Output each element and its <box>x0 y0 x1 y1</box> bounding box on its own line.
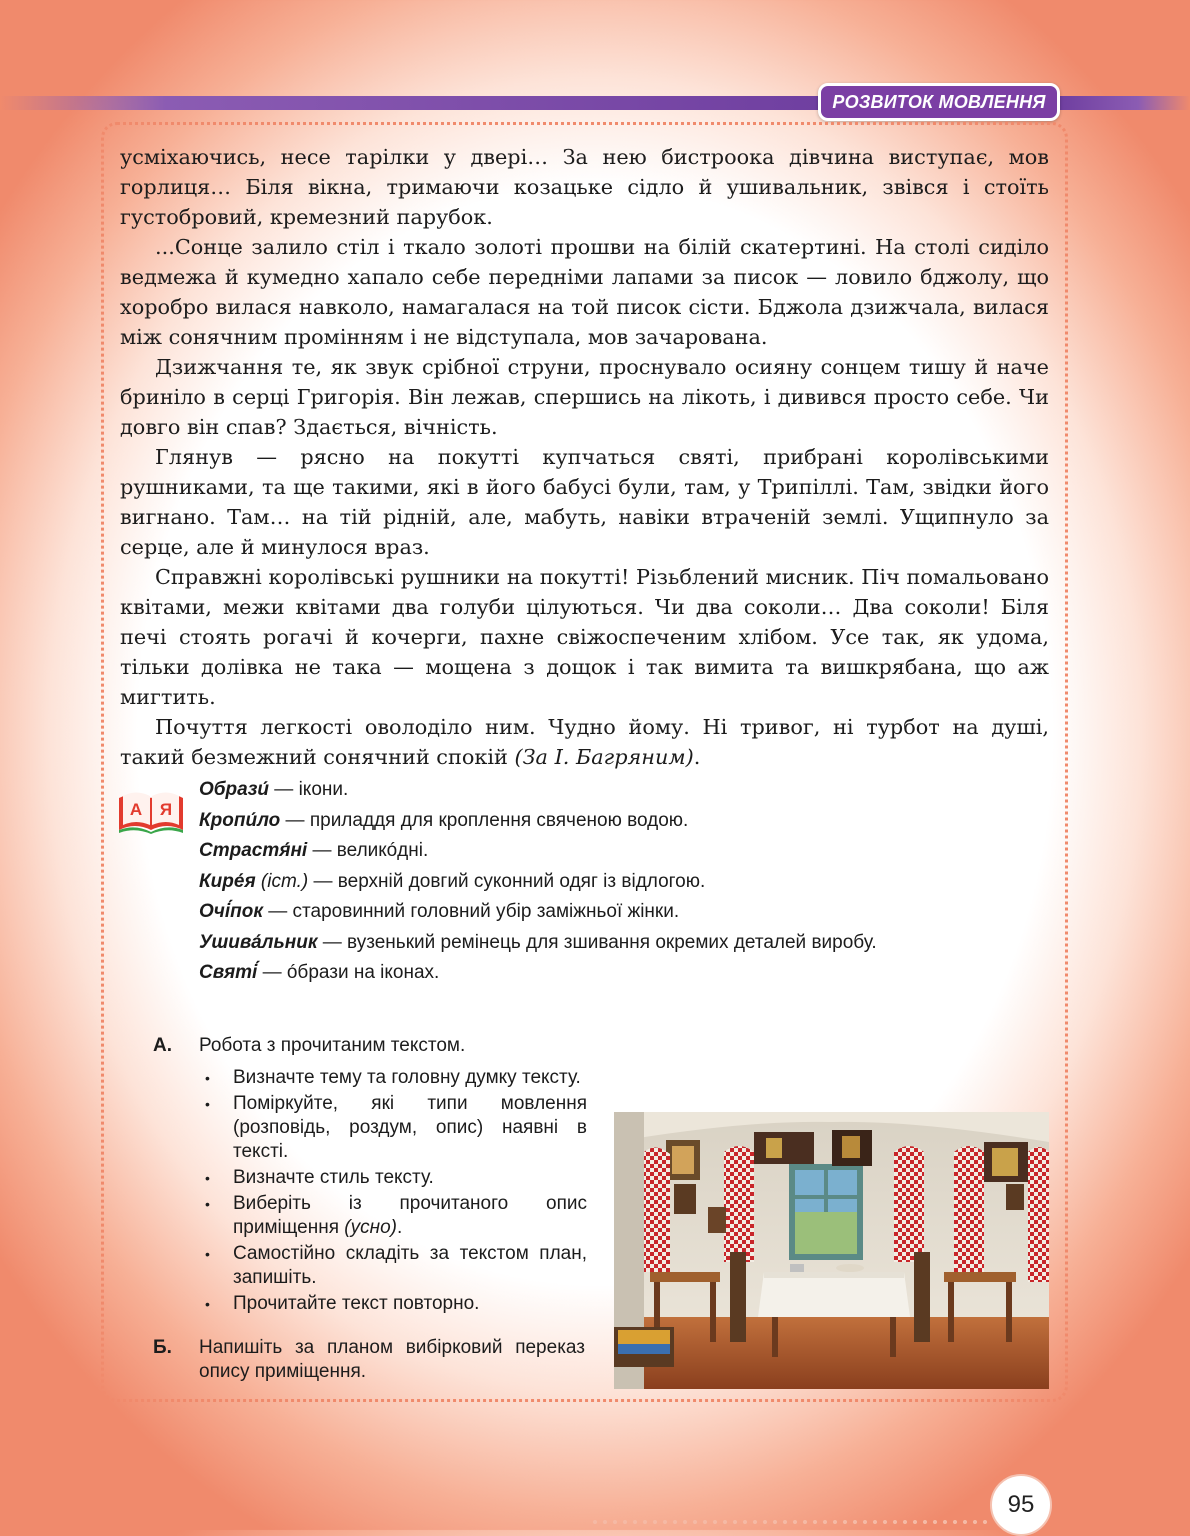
glossary-term: Кропи́ло <box>199 809 281 831</box>
story-end-punct: . <box>693 745 701 769</box>
bullet-text: Визначте тему та головну думку тексту. <box>233 1067 581 1088</box>
interior-photo <box>614 1112 1049 1389</box>
glossary-definition: — великóдні. <box>307 840 429 861</box>
bottom-dotted-line <box>590 1519 990 1525</box>
task-b-text: Напишіть за планом вибірковий переказ опису приміщення. <box>199 1337 585 1382</box>
glossary-definition: — óбрази на іконах. <box>257 962 440 983</box>
task-b <box>153 1336 593 1388</box>
task-a-bullet <box>199 1092 587 1164</box>
section-tag: РОЗВИТОК МОВЛЕННЯ <box>818 83 1060 121</box>
story-paragraph-text: Почуття легкості оволоділо ним. Чудно йому. Ні тривог, ні турбот на душі, такий безмежний сонячний спокій <box>120 715 1049 769</box>
bullet-text: Визначте стиль тексту. <box>233 1167 434 1188</box>
story-source: (За І. Багряним) <box>514 745 694 769</box>
glossary-term: Образи́ <box>199 779 270 800</box>
glossary-item <box>199 839 949 863</box>
bullet-text: Прочитайте текст повторно. <box>233 1293 480 1314</box>
bottom-dotted-line-right <box>1058 1519 1190 1525</box>
story-text <box>120 142 1049 772</box>
story-paragraph: Дзижчання те, як звук срібної струни, проснувало осияну сонцем тишу й наче бриніло в серці Григорія. Він лежав, спершись на лікоть, і дивився просто себе. Чи довго він спав? Здається, вічність. <box>120 355 1049 439</box>
glossary-item <box>199 961 949 985</box>
bullet-text: Самостійно складіть за текстом план, запишіть. <box>233 1243 587 1288</box>
glossary-item <box>199 900 949 924</box>
task-a-letter: А. <box>153 1035 172 1056</box>
dictionary-book-icon <box>117 784 185 834</box>
glossary-term: Страстя́ні <box>199 840 308 861</box>
glossary-item <box>199 778 949 802</box>
task-a-bullet <box>199 1292 587 1316</box>
glossary-icon-letter-ya: Я <box>159 800 173 819</box>
bullet-tail: . <box>396 1217 403 1238</box>
glossary-term: Очі́пок <box>199 901 263 922</box>
glossary-term: Ушива́льник <box>199 931 318 953</box>
task-a-bullet <box>199 1192 587 1240</box>
glossary-term: Святі́ <box>199 962 258 983</box>
header-decorative-bar-right <box>1060 96 1190 110</box>
bullet-text: Поміркуйте, які типи мовлення (розповідь, роздум, опис) наявні в тексті. <box>233 1093 587 1162</box>
story-paragraph: усміхаючись, несе тарілки у двері… За нею бистроока дівчина виступає, мов горлиця… Біля вікна, тримаючи козацьке сідло й ушивальник, звівся і стоїть густобровий, кремезний парубок. <box>120 145 1049 229</box>
story-paragraph: Справжні королівські рушники на покутті! Різьблений мисник. Піч помальовано квітами, межи квітами два голуби цілуються. Чи два соколи… Два соколи! Біля печі стоять рогачі й кочерги, пахне свіжоспеченим хлібом. Усе так, як удома, тільки долівка не така — мощена з дощок і так вимита та вишкрябана, що аж мигтить. <box>120 565 1049 709</box>
glossary-note: (іст.) <box>255 870 309 892</box>
story-paragraph-last <box>120 712 1049 772</box>
task-a-bullet <box>199 1166 587 1190</box>
glossary-term: Кире́я <box>199 870 256 892</box>
glossary-definition: — вузенький ремінець для зшивання окремих деталей виробу. <box>317 931 877 953</box>
task-a-bullet <box>199 1066 587 1090</box>
story-paragraph: ...Сонце залило стіл і ткало золоті прошви на білій скатертині. На столі сиділо ведмежа й кумедно хапало себе передніми лапами за писок — ловило бджолу, що хоробро вилася навколо, намагалася на той писок сісти. Бджола дзижчала, вилася між сонячним промінням і не відступала, мов зачарована. <box>120 235 1049 349</box>
glossary-definition: — приладдя для кроплення свяченою водою. <box>280 809 689 831</box>
glossary-item <box>199 931 949 955</box>
page-number: 95 <box>1007 1491 1035 1518</box>
task-a-title: Робота з прочитаним текстом. <box>199 1035 466 1056</box>
glossary-definition: — ікони. <box>269 779 349 800</box>
glossary-definition: — верхній довгий суконний одяг із відлогою. <box>308 870 706 892</box>
bullet-emphasis: (усно) <box>344 1217 397 1238</box>
story-paragraph: Глянув — рясно на покутті купчаться святі, прибрані королівськими рушниками, та ще такими, які в його бабусі були, там, у Трипіллі. Там, звідки його вигнано. Там… на тій рідній, але, мабуть, навіки втраченій землі. Ущипнуло за серце, але й минулося враз. <box>120 445 1049 559</box>
task-a <box>153 1034 593 1064</box>
task-a-bullet-list <box>199 1066 587 1318</box>
bullet-text: Виберіть із прочитаного опис приміщення <box>233 1193 587 1238</box>
header-decorative-bar <box>0 96 830 110</box>
task-a-bullet <box>199 1242 587 1290</box>
glossary <box>199 778 949 992</box>
task-b-letter: Б. <box>153 1337 172 1358</box>
glossary-definition: — старовинний головний убір заміжньої жінки. <box>262 901 680 922</box>
glossary-item <box>199 809 949 833</box>
glossary-item <box>199 870 949 894</box>
glossary-icon-letter-a: А <box>129 800 143 819</box>
